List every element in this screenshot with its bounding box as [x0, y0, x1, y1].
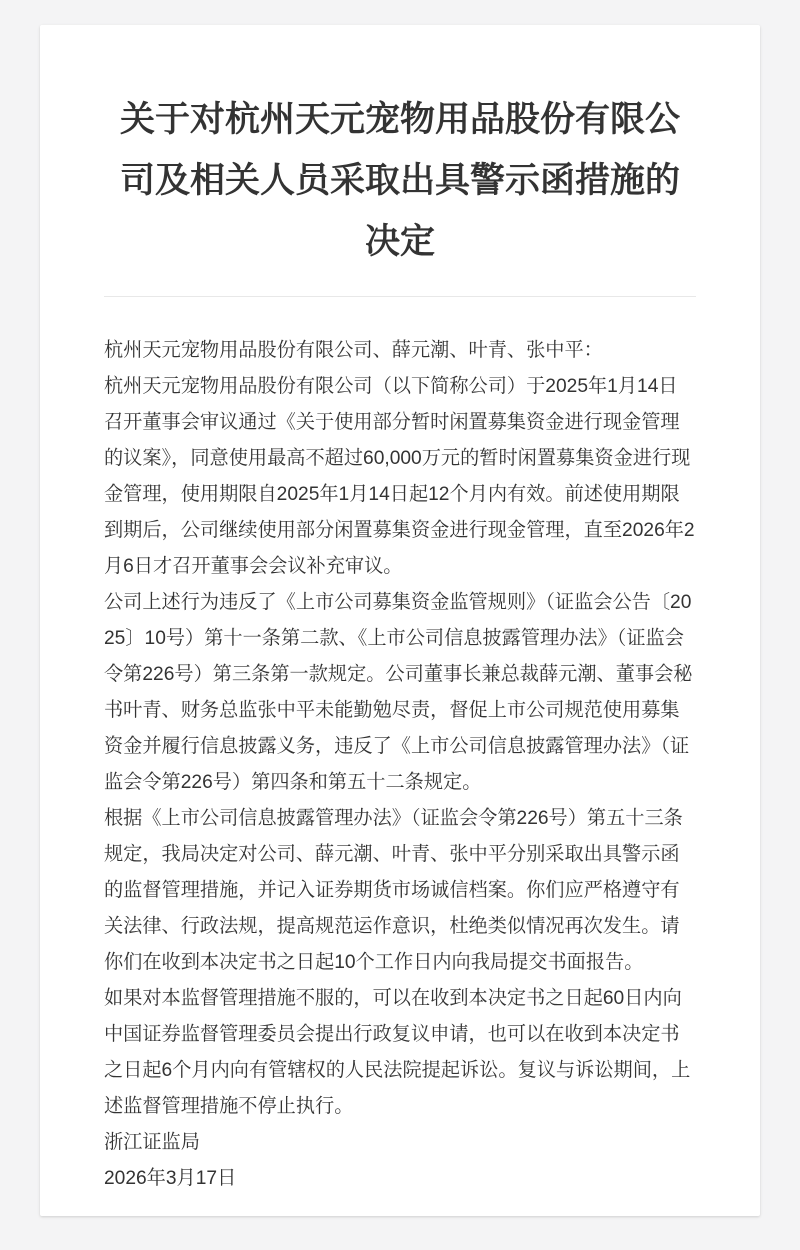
- paragraph-cash-management-facts: 杭州天元宠物用品股份有限公司（以下简称公司）于2025年1月14日召开董事会审议通过《关于使用部分暂时闲置募集资金进行现金管理的议案》，同意使用最高不超过60,000万元的暂时闲置募集资金进行现金管理，使用期限自2025年1月14日起12个月内有效。前述使用期限到期后，公司继续使用部分闲置募集资金进行现金管理，直至2026年2月6日才召开董事会会议补充审议。: [104, 376, 695, 577]
- salutation: 杭州天元宠物用品股份有限公司、薛元潮、叶青、张中平：: [104, 340, 603, 361]
- paragraph-appeal-rights: 如果对本监督管理措施不服的，可以在收到本决定书之日起60日内向中国证券监督管理委员会提出行政复议申请，也可以在收到本决定书之日起6个月内向有管辖权的人民法院提起诉讼。复议与诉讼期间，上述监督管理措施不停止执行。: [104, 988, 691, 1117]
- paragraph-measures-decision: 根据《上市公司信息披露管理办法》（证监会令第226号）第五十三条规定，我局决定对公司、薛元潮、叶青、张中平分别采取出具警示函的监督管理措施，并记入证券期货市场诚信档案。你们应严格遵守有关法律、行政法规，提高规范运作意识，杜绝类似情况再次发生。请你们在收到本决定书之日起10个工作日内向我局提交书面报告。: [104, 808, 683, 973]
- issue-date: 2026年3月17日: [104, 1168, 237, 1189]
- document-title: 关于对杭州天元宠物用品股份有限公司及相关人员采取出具警示函措施的决定: [119, 100, 680, 261]
- paragraph-violations: 公司上述行为违反了《上市公司募集资金监管规则》（证监会公告〔2025〕10号）第十一条第二款、《上市公司信息披露管理办法》（证监会令第226号）第三条第一款规定。公司董事长兼总裁薛元潮、董事会秘书叶青、财务总监张中平未能勤勉尽责，督促上市公司规范使用募集资金并履行信息披露义务，违反了《上市公司信息披露管理办法》（证监会令第226号）第四条和第五十二条规定。: [104, 592, 693, 793]
- issuer-signature: 浙江证监局: [104, 1132, 200, 1153]
- document-body: [104, 333, 696, 1197]
- decision-document-card: [40, 25, 760, 1216]
- title-divider: [104, 296, 696, 297]
